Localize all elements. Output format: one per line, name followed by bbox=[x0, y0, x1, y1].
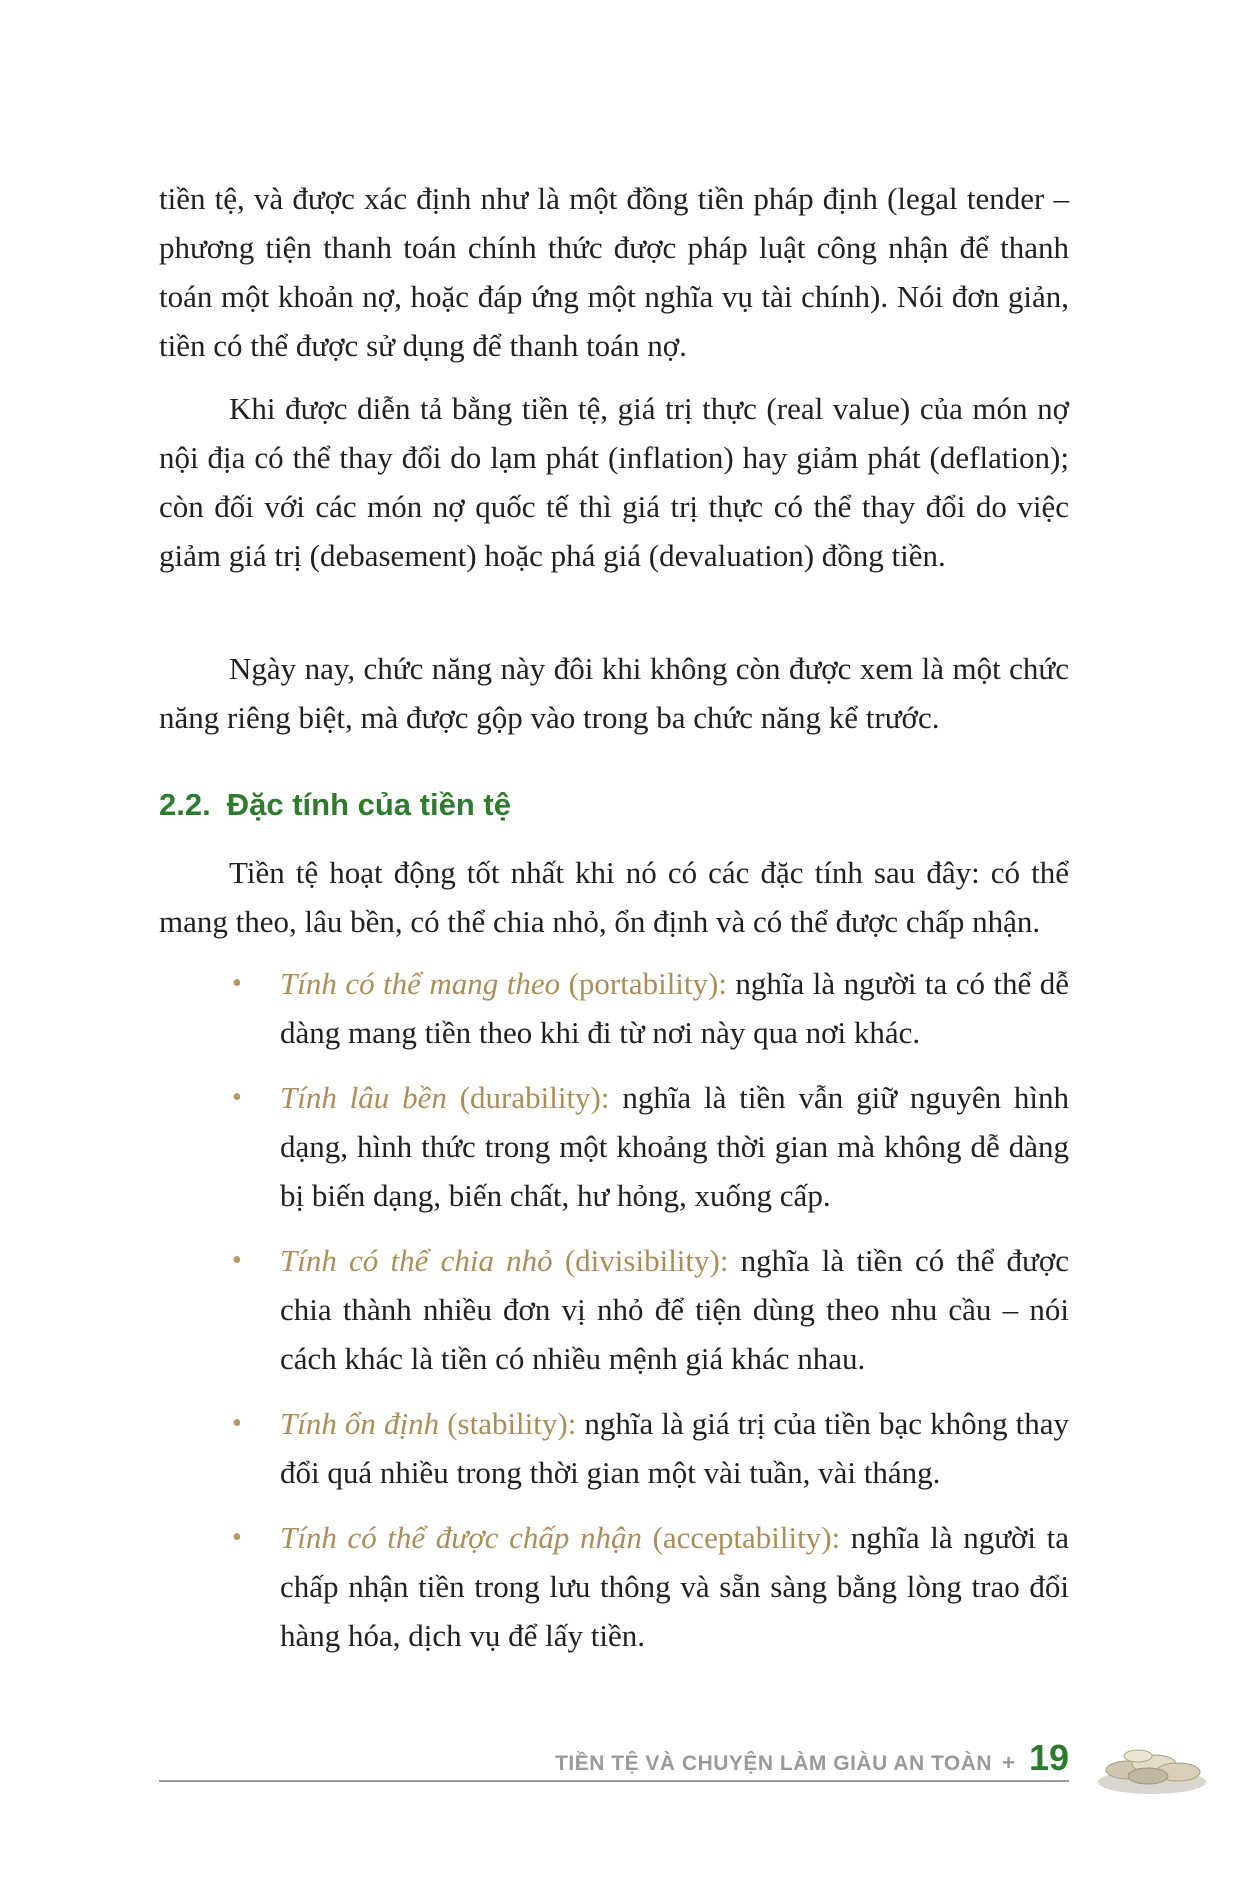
footer-separator: + bbox=[1002, 1750, 1015, 1775]
term-vi: Tính có thể mang theo bbox=[280, 966, 561, 1001]
page-number: 19 bbox=[1028, 1737, 1069, 1778]
term-en: (divisibility): bbox=[564, 1243, 729, 1278]
list-item bbox=[159, 1513, 1069, 1660]
term-en: (acceptability): bbox=[652, 1520, 841, 1555]
bullet-icon: • bbox=[232, 1082, 242, 1113]
term-definition: nghĩa là người ta chấp nhận tiền trong lưu thông và sẵn sàng bằng lòng trao đổi hàng hóa, dịch vụ để lấy tiền. bbox=[280, 1520, 1069, 1653]
coin-shape bbox=[1124, 1750, 1152, 1762]
coin-shape bbox=[1128, 1768, 1168, 1784]
term-vi: Tính lâu bền bbox=[280, 1080, 447, 1115]
coins-icon bbox=[1092, 1730, 1212, 1800]
term-en: (durability): bbox=[459, 1080, 610, 1115]
term-en: (portability): bbox=[568, 966, 727, 1001]
term-definition: nghĩa là tiền có thể được chia thành nhiều đơn vị nhỏ để tiện dùng theo nhu cầu – nói cách khác là tiền có nhiều mệnh giá khác nhau. bbox=[280, 1243, 1069, 1376]
footer-divider bbox=[159, 1780, 1069, 1782]
section-title: Đặc tính của tiền tệ bbox=[226, 787, 511, 822]
paragraph-intro-properties bbox=[159, 848, 1069, 946]
book-title: TIỀN TỆ VÀ CHUYỆN LÀM GIÀU AN TOÀN bbox=[555, 1752, 993, 1775]
paragraph-text: tiền tệ, và được xác định như là một đồng tiền pháp định (legal tender – phương tiện thanh toán chính thức được pháp luật công nhận để thanh toán một khoản nợ, hoặc đáp ứng một nghĩa vụ tài chính). Nói đơn giản, tiền có thể được sử dụng để thanh toán nợ. bbox=[159, 181, 1069, 363]
running-footer bbox=[555, 1737, 1069, 1779]
paragraph-real-value bbox=[159, 384, 1069, 580]
properties-list bbox=[159, 959, 1069, 1676]
term-definition: nghĩa là giá trị của tiền bạc không thay đổi quá nhiều trong thời gian một vài tuần, vài tháng. bbox=[280, 1406, 1070, 1490]
paragraph-text: Khi được diễn tả bằng tiền tệ, giá trị thực (real value) của món nợ nội địa có thể thay đổi do lạm phát (inflation) hay giảm phát (deflation); còn đối với các món nợ quốc tế thì giá trị thực có thể thay đổi do việc giảm giá trị (debasement) hoặc phá giá (devaluation) đồng tiền. bbox=[159, 391, 1069, 573]
bullet-icon: • bbox=[232, 968, 242, 999]
term-en: (stability): bbox=[447, 1406, 577, 1441]
term-vi: Tính có thể chia nhỏ bbox=[280, 1243, 553, 1278]
paragraph-text: Ngày nay, chức năng này đôi khi không còn được xem là một chức năng riêng biệt, mà được gộp vào trong ba chức năng kể trước. bbox=[159, 651, 1069, 735]
section-number: 2.2. bbox=[159, 787, 211, 822]
bullet-icon: • bbox=[232, 1408, 242, 1439]
term-vi: Tính ổn định bbox=[280, 1406, 440, 1441]
term-definition: nghĩa là người ta có thể dễ dàng mang tiền theo khi đi từ nơi này qua nơi khác. bbox=[280, 966, 1070, 1050]
list-item bbox=[159, 1073, 1069, 1220]
list-item bbox=[159, 1236, 1069, 1383]
term-vi: Tính có thể được chấp nhận bbox=[280, 1520, 642, 1555]
list-item bbox=[159, 1399, 1069, 1497]
bullet-icon: • bbox=[232, 1522, 242, 1553]
bullet-icon: • bbox=[232, 1245, 242, 1276]
paragraph-text: Tiền tệ hoạt động tốt nhất khi nó có các đặc tính sau đây: có thể mang theo, lâu bền, có thể chia nhỏ, ổn định và có thể được chấp nhận. bbox=[159, 855, 1069, 939]
list-item bbox=[159, 959, 1069, 1057]
paragraph-legal-tender bbox=[159, 174, 1069, 370]
paragraph-nowadays bbox=[159, 644, 1069, 742]
term-definition: nghĩa là tiền vẫn giữ nguyên hình dạng, hình thức trong một khoảng thời gian mà không dễ dàng bị biến dạng, biến chất, hư hỏng, xuống cấp. bbox=[280, 1080, 1070, 1213]
section-heading bbox=[159, 783, 511, 827]
